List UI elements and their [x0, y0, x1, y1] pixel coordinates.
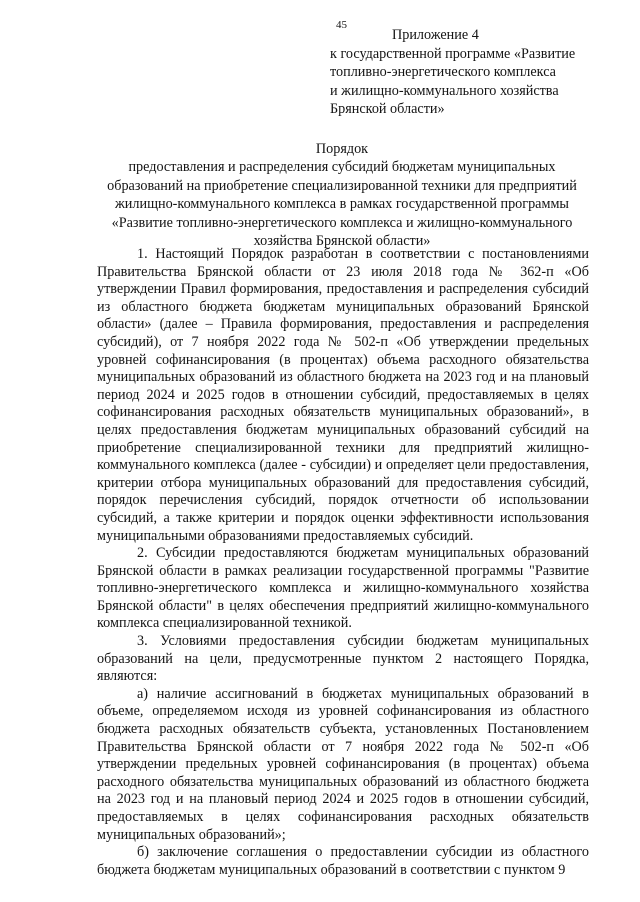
title-line: образований на приобретение специализированной техники для предприятий	[107, 177, 577, 194]
title-line: предоставления и распределения субсидий бюджетам муниципальных	[128, 159, 556, 176]
appendix-line: Брянской области»	[330, 101, 445, 118]
paragraph-1: 1. Настоящий Порядок разработан в соответствии с постановлениями Правительства Брянской области от 23 июля 2018 года № 362-п «Об утверждении Правил формирования, предоставления и распределения субсидий из областного бюджета бюджетам муниципальных образований Брянской области» (далее – Правила формирования, предоставления и распределения субсидий), от 7 ноября 2022 года № 502-п «Об утверждении предельных уровней софинансирования (в процентах) объема расходного обязательства муниципальных образований из областного бюджета на 2023 год и на плановый период 2024 и 2025 годов в отношении субсидий, предоставляемых в целях софинансирования расходных обязательств муниципальных образований», в целях предоставления бюджетам муниципальных образований субсидий на приобретение специализированной техники для предприятий жилищно-коммунального комплекса (далее - субсидии) и определяет цели предоставления, критерии отбора муниципальных образований для предоставления субсидий, порядок перечисления субсидий, порядок отчетности об использовании субсидий, а также критерии и порядок оценки эффективности использования муниципальными образованиями предоставляемых субсидий.	[97, 246, 589, 544]
appendix-note	[330, 26, 630, 119]
appendix-line: и жилищно-коммунального хозяйства	[330, 82, 559, 99]
title-line: хозяйства Брянской области»	[253, 233, 431, 250]
paragraph-3a: а) наличие ассигнований в бюджетах муниципальных образований в объеме, определяемом исходя из уровней софинансирования из областного бюджета расходных обязательств субъекта, установленных Постановлением Правительства Брянской области от 7 ноября 2022 года № 502-п «Об утверждении предельных уровней софинансирования (в процентах) объема расходного обязательства муниципальных образований из областного бюджета на 2023 год и на плановый период 2024 и 2025 годов в отношении субсидий, предоставляемых в целях софинансирования расходных обязательств муниципальных образований»;	[97, 685, 589, 843]
appendix-line: Приложение 4	[392, 27, 479, 43]
title-heading: Порядок	[315, 141, 369, 157]
title-line: «Развитие топливно-энергетического комплекса и жилищно-коммунального	[111, 214, 573, 231]
appendix-line: топливно-энергетического комплекса	[330, 64, 556, 81]
document-title	[92, 140, 592, 250]
title-line: жилищно-коммунального комплекса в рамках государственной программы	[115, 196, 569, 213]
paragraph-2: 2. Субсидии предоставляются бюджетам муниципальных образований Брянской области в рамках реализации государственной программы "Развитие топливно-энергетического комплекса и жилищно-коммунального хозяйства Брянской области" в целях обеспечения предприятий жилищно-коммунального комплекса специализированной техникой.	[97, 545, 589, 632]
paragraph-3: 3. Условиями предоставления субсидии бюджетам муниципальных образований на цели, предусмотренные пунктом 2 настоящего Порядка, являются:	[97, 633, 589, 685]
appendix-line: к государственной программе «Развитие	[330, 45, 576, 62]
paragraph-3b: б) заключение соглашения о предоставлении субсидии из областного бюджета бюджетам муниципальных образований в соответствии с пунктом 9	[97, 844, 589, 878]
document-body	[97, 246, 589, 879]
page-number: 45	[336, 19, 347, 31]
